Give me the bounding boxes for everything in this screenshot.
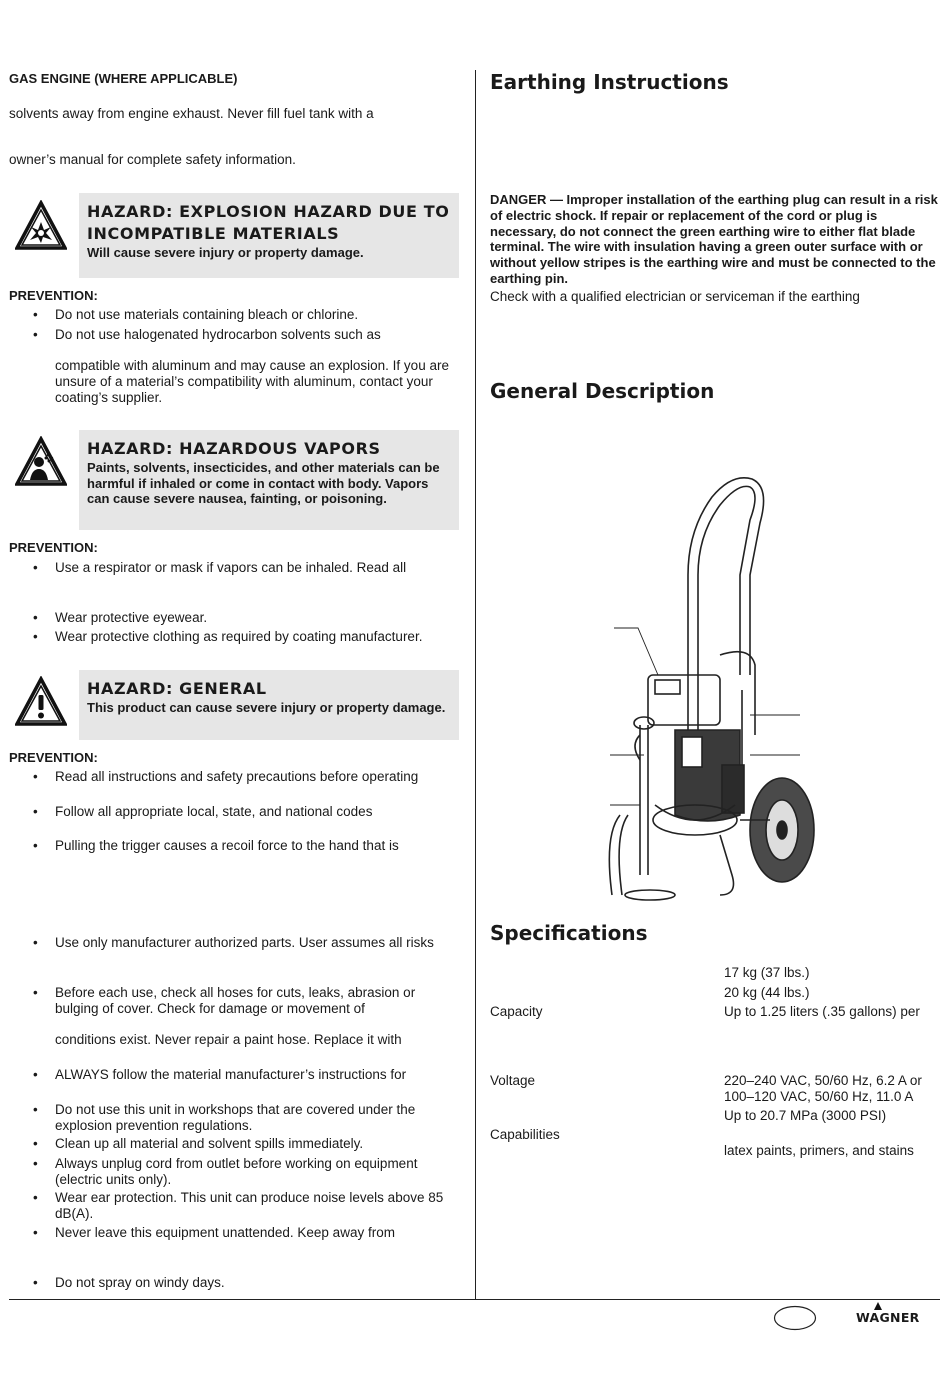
hazard-title: HAZARD: HAZARDOUS VAPORS: [87, 439, 381, 458]
hazard-vapors-box: [79, 430, 459, 530]
brand-name: WAGNER: [856, 1310, 920, 1325]
hazard-description: Paints, solvents, insecticides, and other materials can be harmful if inhaled or come in contact with body. Vapors can cause severe nausea, fainting, or poisoning.: [87, 460, 440, 506]
danger-text: DANGER — Improper installation of the earthing plug can result in a risk of electric shock. If repair or replacement of the cord or plug is necessary, do not connect the green earthing wire to either flat blade terminal. The wire with insulation having a green outer surface with or without yellow stripes is the earthing wire and must be connected to the earthing pin.: [490, 192, 938, 286]
hazard-title: HAZARD: EXPLOSION HAZARD DUE TO INCOMPATIBLE MATERIALS: [87, 202, 450, 243]
spec-capacity: Up to 1.25 liters (.35 gallons) per: [724, 1004, 920, 1019]
footer-rule: [9, 1299, 940, 1300]
spec-weight: 20 kg (44 lbs.): [724, 985, 810, 1000]
gas-engine-line: owner’s manual for complete safety information.: [9, 152, 296, 167]
hazard-general-box: [79, 670, 459, 740]
hazard-explosion-box: [79, 193, 459, 278]
spec-label: Capacity: [490, 1004, 543, 1019]
explosion-hazard-icon: [15, 200, 67, 252]
gas-engine-line: solvents away from engine exhaust. Never fill fuel tank with a: [9, 106, 374, 121]
prevention-label: PREVENTION:: [9, 750, 98, 765]
spec-capabilities: latex paints, primers, and stains: [724, 1143, 914, 1158]
prevention-label: PREVENTION:: [9, 540, 98, 555]
paint-sprayer-illustration: [600, 475, 815, 910]
page-number-oval: [773, 1305, 817, 1331]
list-item-continuation: compatible with aluminum and may cause an explosion. If you are unsure of a material’s compatibility with aluminum, contact your coating’s supplier.: [55, 358, 449, 405]
spec-voltage: 220–240 VAC, 50/60 Hz, 6.2 A or 100–120 VAC, 50/60 Hz, 11.0 A: [724, 1073, 922, 1104]
hazard-description: This product can cause severe injury or property damage.: [87, 700, 446, 715]
spec-label: Voltage: [490, 1073, 536, 1088]
hazardous-vapors-icon: [15, 436, 67, 488]
spec-pressure: Up to 20.7 MPa (3000 PSI): [724, 1108, 887, 1123]
spec-label: Capabilities: [490, 1127, 560, 1142]
hazard-description: Will cause severe injury or property damage.: [87, 245, 364, 260]
general-description-title: General Description: [490, 379, 715, 403]
wagner-logo: [856, 1300, 942, 1328]
prevention-label: PREVENTION:: [9, 288, 98, 303]
gas-engine-heading: GAS ENGINE (WHERE APPLICABLE): [9, 71, 238, 86]
specifications-title: Specifications: [490, 921, 648, 945]
hazard-title: HAZARD: GENERAL: [87, 679, 267, 698]
list-item-continuation: conditions exist. Never repair a paint hose. Replace it with: [55, 1032, 402, 1047]
column-divider: [475, 70, 476, 1299]
spec-weight: 17 kg (37 lbs.): [724, 965, 810, 980]
earthing-title: Earthing Instructions: [490, 70, 729, 94]
general-warning-icon: [15, 676, 67, 728]
earthing-note: Check with a qualified electrician or serviceman if the earthing: [490, 289, 860, 304]
